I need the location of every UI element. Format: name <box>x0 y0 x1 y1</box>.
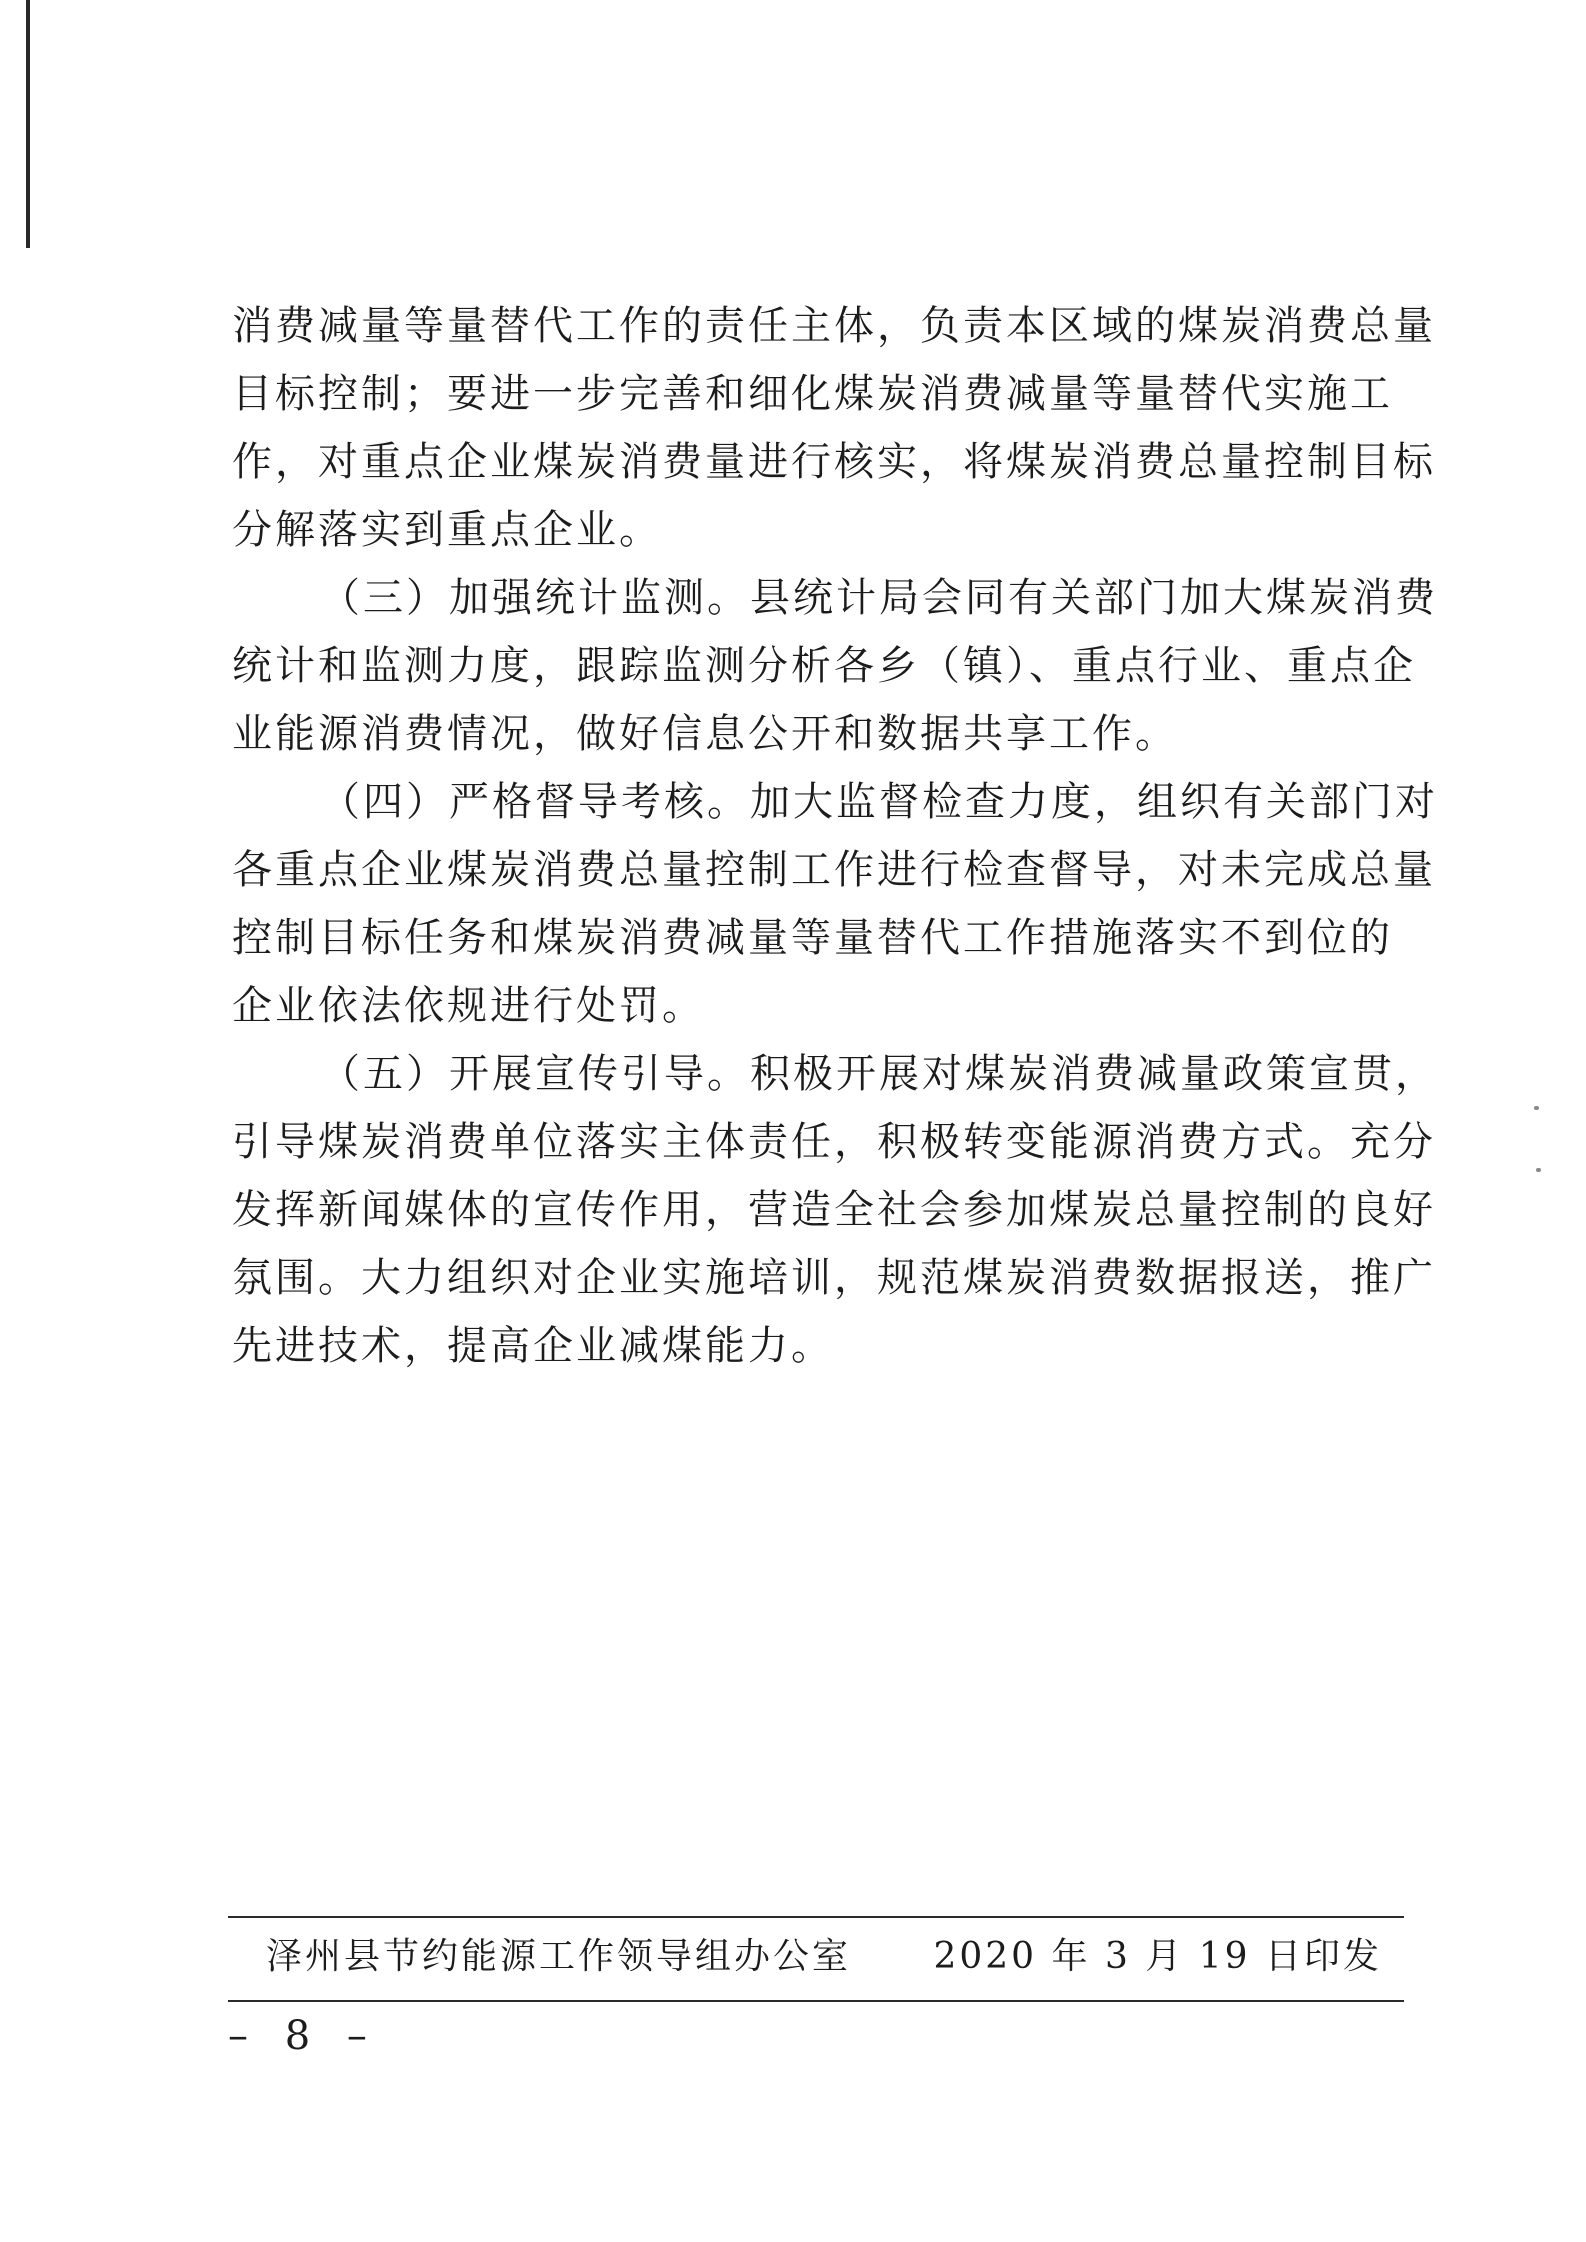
section-heading-line: （三）加强统计监测。县统计局会同有关部门加大煤炭消费 <box>320 575 1438 621</box>
body-line: 作，对重点企业煤炭消费量进行核实，将煤炭消费总量控制目标 <box>232 439 1436 485</box>
section-heading-line: （四）严格督导考核。加大监督检查力度，组织有关部门对 <box>320 779 1438 825</box>
body-line: 先进技术，提高企业减煤能力。 <box>232 1323 834 1369</box>
footer-bottom-rule <box>228 2000 1404 2002</box>
body-line: 统计和监测力度，跟踪监测分析各乡（镇）、重点行业、重点企 <box>232 643 1416 689</box>
section-heading-line: （五）开展宣传引导。积极开展对煤炭消费减量政策宣贯， <box>320 1051 1438 1097</box>
scan-edge-mark <box>26 0 30 248</box>
scan-speck <box>1536 1168 1541 1172</box>
issue-date: 2020 年 3 月 19 日印发 <box>933 1936 1382 1977</box>
body-line: 消费减量等量替代工作的责任主体，负责本区域的煤炭消费总量 <box>232 303 1436 349</box>
scan-speck <box>1534 1106 1539 1110</box>
body-line: 业能源消费情况，做好信息公开和数据共享工作。 <box>232 711 1178 757</box>
issuing-office: 泽州县节约能源工作领导组办公室 <box>266 1936 852 1977</box>
body-line: 氛围。大力组织对企业实施培训，规范煤炭消费数据报送，推广 <box>232 1255 1436 1301</box>
body-line: 目标控制；要进一步完善和细化煤炭消费减量等量替代实施工 <box>232 371 1393 417</box>
body-line: 企业依法依规进行处罚。 <box>232 983 705 1029</box>
document-body <box>232 292 1438 1380</box>
body-line: 控制目标任务和煤炭消费减量等量替代工作措施落实不到位的 <box>232 915 1393 961</box>
page-number: – 8 – <box>228 2013 379 2059</box>
footer-top-rule <box>228 1916 1404 1918</box>
body-line: 发挥新闻媒体的宣传作用，营造全社会参加煤炭总量控制的良好 <box>232 1187 1436 1233</box>
body-line: 各重点企业煤炭消费总量控制工作进行检查督导，对未完成总量 <box>232 847 1436 893</box>
body-line: 引导煤炭消费单位落实主体责任，积极转变能源消费方式。充分 <box>232 1119 1436 1165</box>
body-line: 分解落实到重点企业。 <box>232 507 662 553</box>
